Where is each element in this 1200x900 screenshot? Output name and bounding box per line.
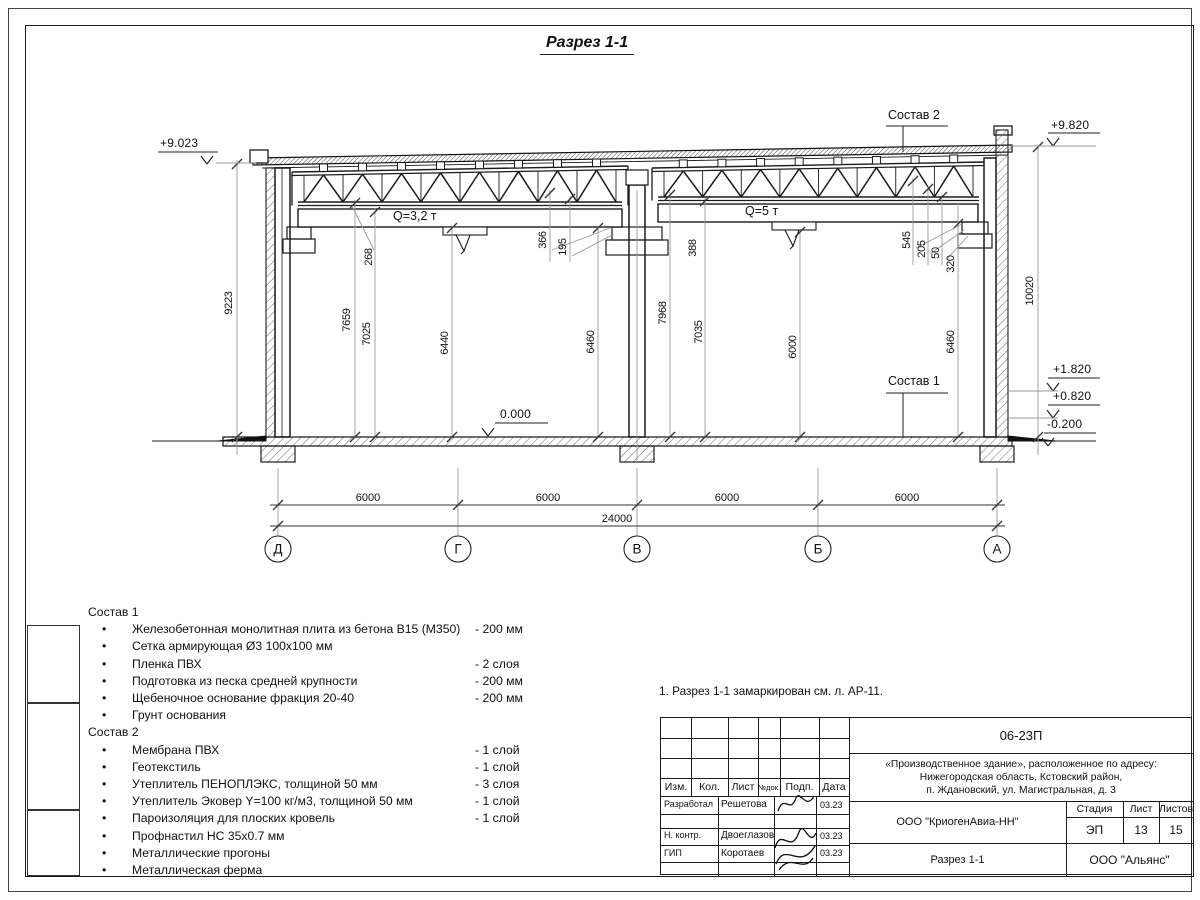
staff-date-3: 03.23 (820, 848, 843, 858)
axis-bubble-g: Г (454, 541, 462, 557)
sheet-note: 1. Разрез 1-1 замаркирован см. л. АР-11. (659, 684, 884, 698)
composition-lists (88, 604, 543, 879)
dim-7968: 7968 (657, 301, 669, 325)
staff-name-3: Коротаев (721, 848, 765, 859)
sheets-total: 15 (1169, 823, 1183, 837)
axis-bubble-a: А (992, 541, 1002, 557)
staff-date-2: 03.23 (820, 831, 843, 841)
dim-9223: 9223 (223, 291, 235, 315)
dim-span-4: 6000 (894, 492, 920, 504)
dim-10020: 10020 (1024, 276, 1036, 306)
rev-header-list: Лист (731, 781, 755, 793)
dim-span-1: 6000 (355, 492, 381, 504)
sheets-header: Листов (1158, 803, 1194, 815)
list-item: • Железобетонная монолитная плита из бетона В15 (М350) - 200 мм (88, 621, 543, 638)
callout-sostav2: Состав 2 (888, 108, 940, 122)
title-block (660, 717, 1192, 875)
doc-number: 06-23П (999, 728, 1043, 743)
company-name: ООО "КриогенАвиа-НН" (896, 816, 1019, 828)
staff-name-2: Двоеглазов (721, 830, 775, 841)
list-item: • Профнастил НС 35х0.7 мм (88, 828, 543, 845)
composition1-title: Состав 1 (88, 605, 139, 619)
axis-bubble-v: В (632, 541, 642, 557)
stage-header: Стадия (1076, 803, 1113, 815)
list-item: • Утеплитель ПЕНОПЛЭКС, толщиной 50 мм - 3 слоя (88, 776, 543, 793)
dim-7035: 7035 (693, 320, 705, 344)
sheet-number: 13 (1134, 823, 1148, 837)
rev-header-kol: Кол. (699, 781, 720, 793)
rev-header-podp: Подп. (785, 781, 814, 793)
callout-sostav1: Состав 1 (888, 374, 940, 388)
elevation-right-mid2: +0.820 (1053, 389, 1092, 403)
sheet-header: Лист (1129, 803, 1153, 815)
staff-name-1: Решетова (721, 799, 767, 810)
rev-header-izm: Изм. (664, 781, 688, 793)
elevation-right-top: +9.820 (1051, 118, 1090, 132)
dim-total: 24000 (601, 513, 633, 525)
dim-50: 50 (930, 247, 942, 259)
elevation-right-mid1: +1.820 (1053, 362, 1092, 376)
dim-6000: 6000 (787, 335, 799, 359)
dim-7025: 7025 (361, 322, 373, 346)
dim-545: 545 (901, 231, 913, 249)
axis-bubble-d: Д (273, 541, 283, 557)
rev-header-ndok: №док. (758, 782, 780, 792)
crane-capacity-right: Q=5 т (745, 204, 779, 218)
dim-268: 268 (363, 248, 375, 266)
signature-1 (775, 791, 817, 817)
page-title: Разрез 1-1 (540, 34, 634, 55)
dim-205: 205 (916, 240, 928, 258)
contractor-name: ООО "Альянс" (1089, 852, 1170, 867)
crane-capacity-left: Q=3,2 т (393, 209, 437, 223)
staff-role-2: Н. контр. (664, 830, 702, 840)
stage-value: ЭП (1085, 823, 1104, 837)
dim-366: 366 (537, 231, 549, 249)
signature-2 (771, 822, 819, 874)
list-item: • Грунт основания (88, 707, 543, 724)
elevation-right-low: -0.200 (1047, 417, 1083, 431)
dim-195: 195 (557, 238, 569, 256)
dim-6460-right: 6460 (945, 330, 957, 354)
elevation-left-top: +9.023 (160, 136, 199, 150)
dim-6440: 6440 (439, 331, 451, 355)
elevation-floor: 0.000 (500, 407, 532, 421)
staff-date-1: 03.23 (820, 800, 843, 810)
dim-7659: 7659 (341, 308, 353, 332)
rev-header-data: Дата (822, 781, 846, 793)
staff-role-3: ГИП (664, 848, 682, 858)
list-item: • Сетка армирующая Ø3 100х100 мм (88, 638, 543, 655)
composition2-title: Состав 2 (88, 725, 139, 740)
dim-388: 388 (687, 239, 699, 257)
project-address: «Производственное здание», расположенное по адресу: Нижегородская область, Кстовский район, п. Ждановский, ул. Магистральная, д. 3 (885, 758, 1157, 796)
list-item: • Утеплитель Эковер Y=100 кг/м3, толщиной 50 мм - 1 слой (88, 793, 543, 810)
list-item: • Мембрана ПВХ - 1 слой (88, 742, 543, 759)
dim-span-2: 6000 (535, 492, 561, 504)
dim-320: 320 (945, 255, 957, 273)
axis-bubble-b: Б (813, 541, 823, 557)
list-item: • Подготовка из песка средней крупности - 200 мм (88, 673, 543, 690)
drawing-name: Разрез 1-1 (930, 853, 985, 866)
list-item: • Пленка ПВХ - 2 слоя (88, 656, 543, 673)
dim-span-3: 6000 (714, 492, 740, 504)
staff-role-1: Разработал (664, 799, 713, 809)
list-item: • Металлические прогоны (88, 845, 543, 862)
dim-6460-left: 6460 (585, 330, 597, 354)
list-item: • Металлическая ферма (88, 862, 543, 879)
list-item: • Геотекстиль - 1 слой (88, 759, 543, 776)
list-item: • Щебеночное основание фракция 20-40 - 200 мм (88, 690, 543, 707)
list-item: • Пароизоляция для плоских кровель - 1 слой (88, 810, 543, 827)
